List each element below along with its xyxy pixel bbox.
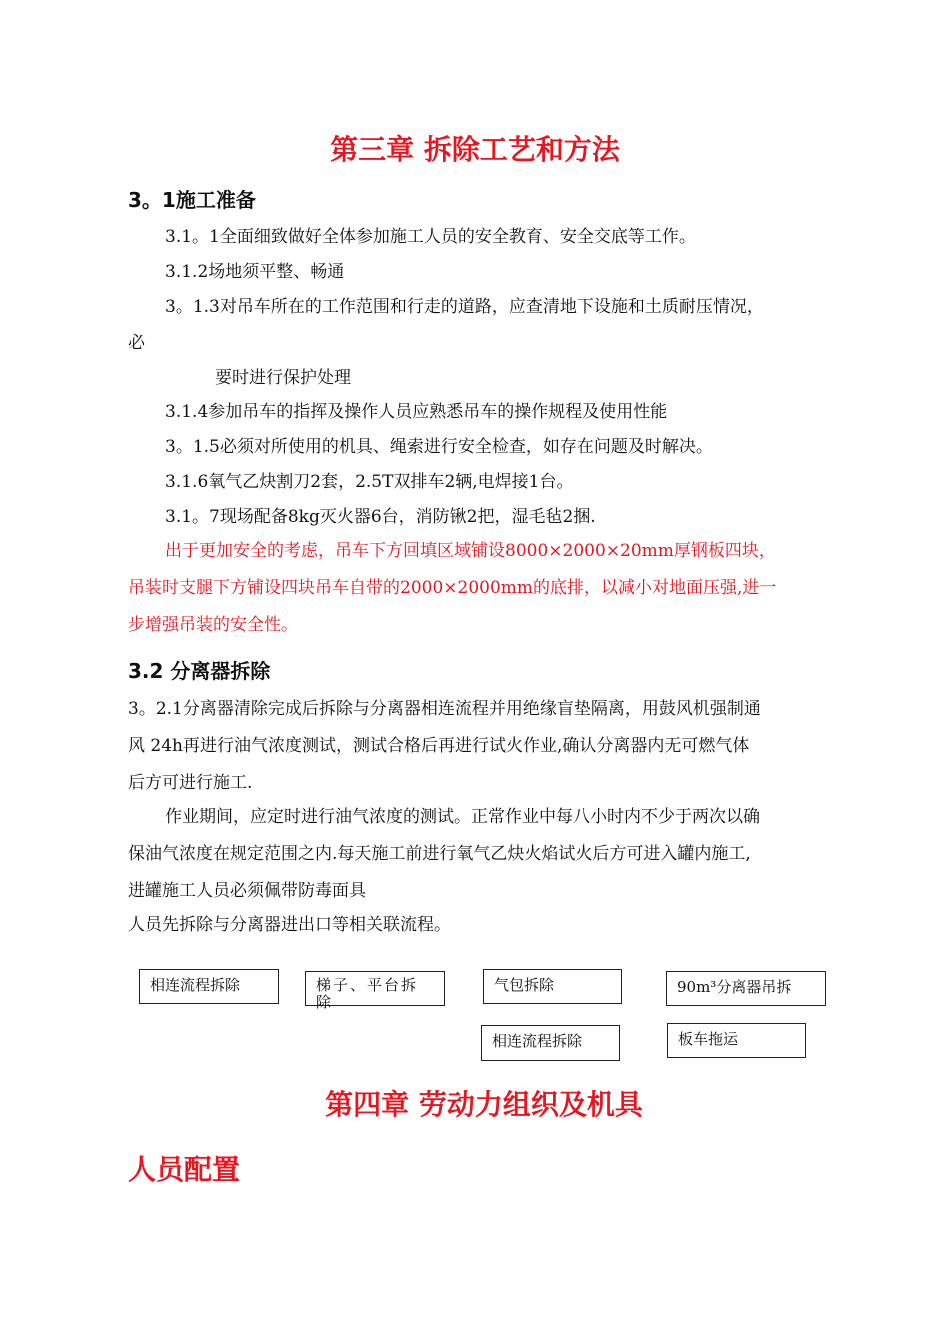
flow-box-ladder-platform-removal: 梯子、平台拆除: [305, 971, 445, 1006]
flow-box-trailer-transport: 板车拖运: [667, 1023, 806, 1058]
item-3-1-1: 3.1。1全面细致做好全体参加施工人员的安全教育、安全交底等工作。: [165, 227, 696, 247]
item-3-1-3-wrap: 必: [128, 333, 145, 353]
safety-note-line-3: 步增强吊装的安全性。: [128, 615, 298, 635]
para-3-2-2-line-2: 保油气浓度在规定范围之内.每天施工前进行氧气乙炔火焰试火后方可进入罐内施工,: [128, 844, 751, 864]
item-3-1-2: 3.1.2场地须平整、畅通: [165, 262, 345, 282]
item-3-1-7: 3.1。7现场配备8kg灭火器6台，消防锹2把，湿毛毡2捆.: [165, 507, 596, 527]
para-3-2-2-line-1: 作业期间，应定时进行油气浓度的测试。正常作业中每八小时内不少于两次以确: [165, 807, 760, 827]
para-3-2-2-line-3: 进罐施工人员必须佩带防毒面具: [128, 881, 366, 901]
para-3-2-1-line-1: 3。2.1分离器清除完成后拆除与分离器相连流程并用绝缘盲垫隔离，用鼓风机强制通: [128, 699, 761, 719]
item-3-1-3: 3。1.3对吊车所在的工作范围和行走的道路，应查清地下设施和土质耐压情况，: [165, 297, 764, 317]
para-3-2-1-line-2: 风 24h再进行油气浓度测试，测试合格后再进行试火作业,确认分离器内无可燃气体: [128, 736, 750, 756]
item-3-1-5: 3。1.5必须对所使用的机具、绳索进行安全检查，如存在问题及时解决。: [165, 437, 713, 457]
safety-note-line-1: 出于更加安全的考虑，吊车下方回填区域铺设8000×2000×20mm厚钢板四块，: [165, 541, 776, 561]
flow-box-gas-drum-removal: 气包拆除: [483, 969, 622, 1004]
item-3-1-6: 3.1.6氧气乙炔割刀2套，2.5T双排车2辆,电焊接1台。: [165, 472, 574, 492]
flow-box-pipeline-removal-2: 相连流程拆除: [481, 1025, 620, 1061]
personnel-heading: 人员配置: [128, 1153, 241, 1186]
item-3-1-3-cont: 要时进行保护处理: [215, 368, 351, 388]
chapter4-title: 第四章 劳动力组织及机具: [325, 1088, 643, 1121]
chapter3-title: 第三章 拆除工艺和方法: [330, 133, 620, 166]
flow-box-separator-lifting: 90m³分离器吊拆: [666, 971, 826, 1006]
item-3-1-4: 3.1.4参加吊车的指挥及操作人员应熟悉吊车的操作规程及使用性能: [165, 402, 668, 422]
safety-note-line-2: 吊装时支腿下方铺设四块吊车自带的2000×2000mm的底排，以减小对地面压强,进一: [128, 578, 777, 598]
para-3-2-1-line-3: 后方可进行施工.: [128, 773, 253, 793]
section-3-2-heading: 3.2 分离器拆除: [128, 659, 271, 683]
flow-box-pipeline-removal: 相连流程拆除: [139, 969, 279, 1004]
para-3-2-2-line-4: 人员先拆除与分离器进出口等相关联流程。: [128, 915, 451, 935]
section-3-1-heading: 3。1施工准备: [128, 188, 256, 212]
